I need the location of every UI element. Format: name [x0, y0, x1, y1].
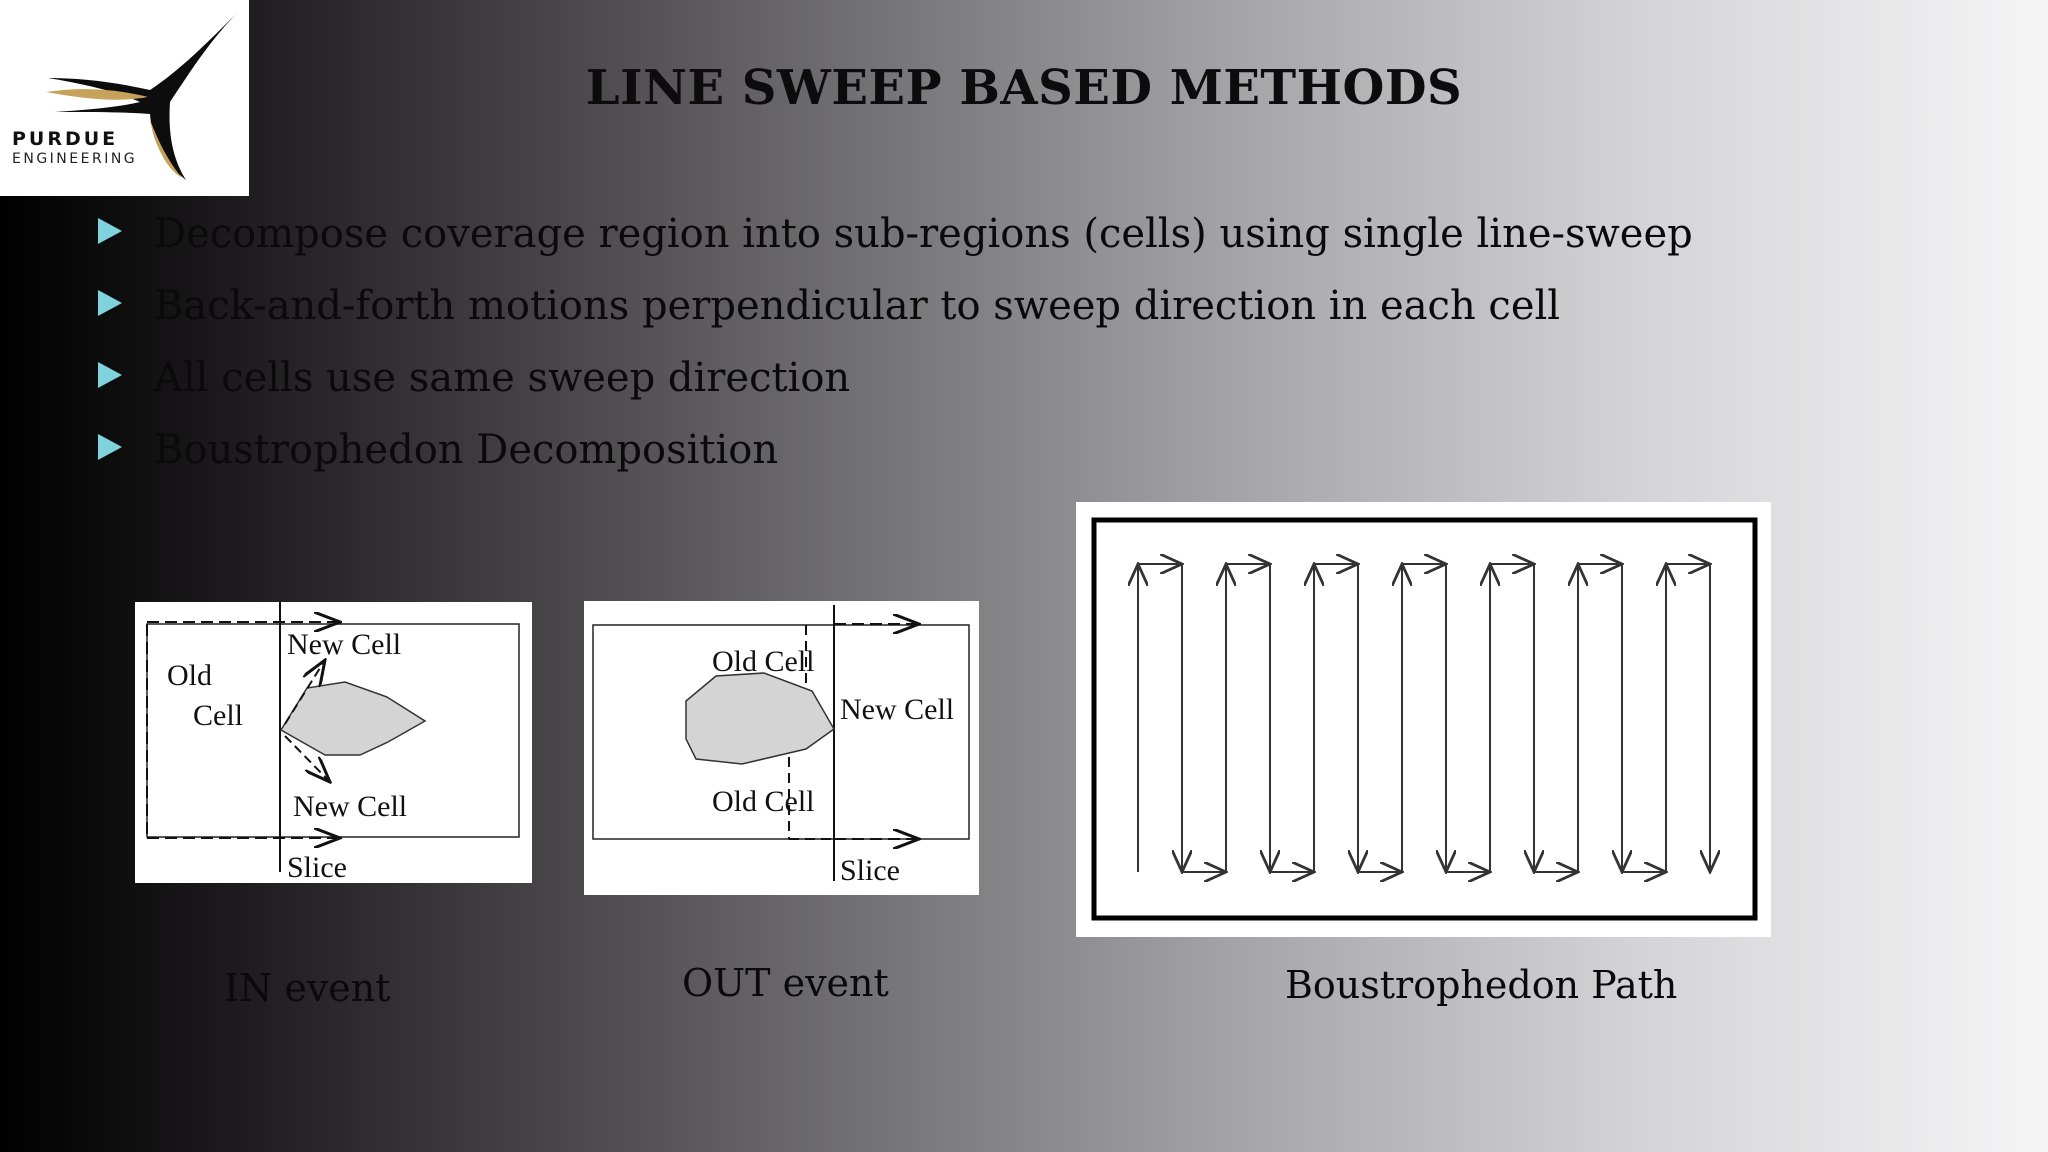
bullet-triangle-icon: [98, 362, 122, 388]
in-old-label: Old: [167, 659, 212, 692]
bullet-text: All cells use same sweep direction: [154, 355, 851, 401]
boustrophedon-path-diagram: [1076, 502, 1771, 937]
in-event-diagram: [135, 602, 532, 883]
out-slice-label: Slice: [840, 854, 900, 887]
bullet-text: Back-and-forth motions perpendicular to sweep direction in each cell: [154, 283, 1561, 329]
logo-text-engineering: ENGINEERING: [12, 151, 138, 167]
out-event-caption: OUT event: [682, 961, 889, 1005]
boustrophedon-path: [1138, 564, 1710, 872]
logo-text-purdue: PURDUE: [12, 128, 119, 150]
bullet-item: [96, 348, 1693, 420]
bullet-triangle-icon: [98, 290, 122, 316]
in-event-caption: IN event: [224, 966, 391, 1010]
out-new-cell-label: New Cell: [840, 693, 955, 726]
slide-title: LINE SWEEP BASED METHODS: [585, 60, 1463, 116]
bullet-item: [96, 204, 1693, 276]
bullet-item: [96, 276, 1693, 348]
out-old-cell-top-label: Old Cell: [712, 645, 815, 678]
bullet-item: [96, 420, 1693, 492]
bullet-triangle-icon: [98, 218, 122, 244]
in-new-cell-top-label: New Cell: [287, 628, 402, 661]
bullet-list: [96, 204, 1693, 492]
in-cell-label: Cell: [193, 699, 243, 732]
in-slice-label: Slice: [287, 851, 347, 883]
out-old-cell-bottom-label: Old Cell: [712, 785, 815, 818]
boustrophedon-path-caption: Boustrophedon Path: [1285, 963, 1678, 1007]
bullet-text: Decompose coverage region into sub-regions (cells) using single line-sweep: [154, 211, 1693, 257]
bullet-triangle-icon: [98, 434, 122, 460]
bullet-text: Boustrophedon Decomposition: [154, 427, 779, 473]
in-new-cell-bottom-label: New Cell: [293, 790, 408, 823]
out-event-diagram: [584, 601, 979, 895]
